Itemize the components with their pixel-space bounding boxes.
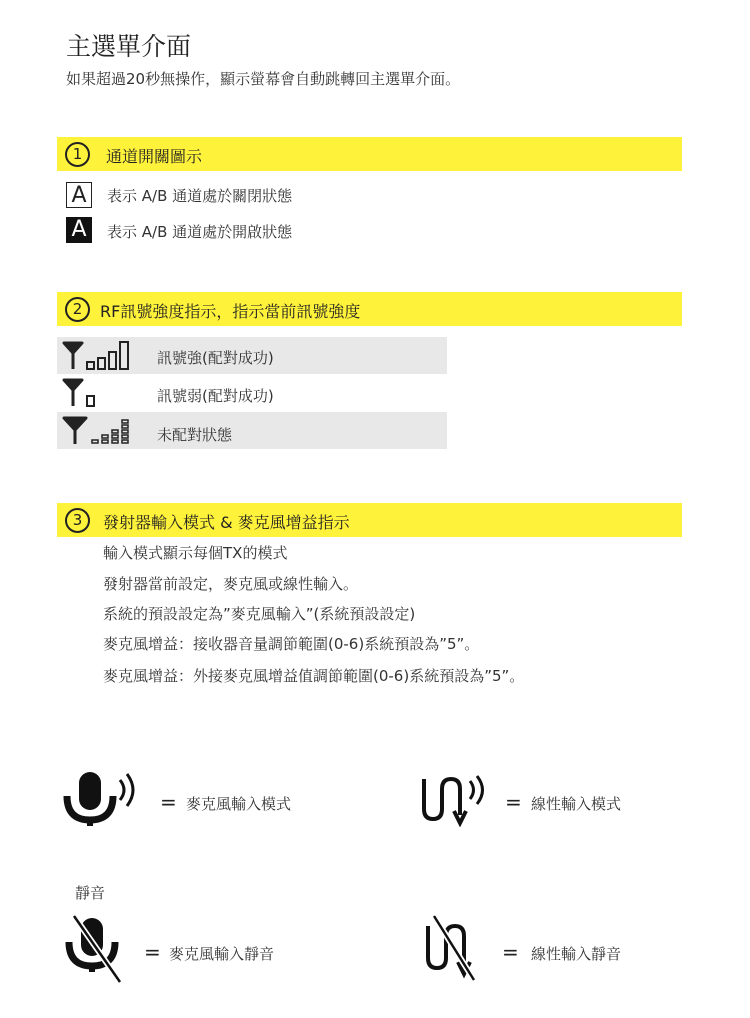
line-mute-text: 線性輸入靜音: [531, 945, 622, 963]
equals-sign-3: =: [144, 940, 161, 964]
channel-on-text: 表示 A/B 通道處於開啟狀態: [107, 223, 293, 241]
section-3-heading: 發射器輸入模式 & 麥克風增益指示: [103, 513, 350, 532]
section-3-line-5: 麥克風增益：外接麥克風增益值調節範圍(0-6)系統預設為”5”。: [103, 667, 525, 685]
signal-strong-text: 訊號強(配對成功): [157, 349, 274, 367]
section-2-number: 2: [65, 297, 90, 322]
mute-heading: 靜音: [75, 884, 106, 902]
mic-mute-icon: [62, 912, 128, 984]
section-1-heading: 通道開關圖示: [106, 147, 203, 166]
section-3-line-3: 系統的預設設定為”麥克風輸入”(系統預設設定): [103, 605, 416, 623]
section-3-line-4: 麥克風增益：接收器音量調節範圍(0-6)系統預設為”5”。: [103, 635, 480, 653]
page-subtitle: 如果超過20秒無操作，顯示螢幕會自動跳轉回主選單介面。: [66, 70, 461, 88]
channel-off-icon: A: [66, 182, 92, 208]
mic-input-mode-text: 麥克風輸入模式: [186, 795, 292, 813]
section-2-heading: RF訊號強度指示，指示當前訊號強度: [100, 302, 361, 321]
section-3-line-2: 發射器當前設定，麥克風或線性輸入。: [103, 575, 359, 593]
section-3-line-1: 輸入模式顯示每個TX的模式: [103, 544, 288, 562]
line-mute-icon: [420, 912, 484, 984]
page-title: 主選單介面: [66, 32, 192, 61]
signal-unpaired-icon: [62, 414, 142, 446]
signal-weak-icon: [62, 376, 140, 408]
equals-sign-2: =: [505, 790, 522, 814]
section-3-band: [57, 503, 682, 537]
unpaired-text: 未配對狀態: [157, 426, 233, 444]
section-1-number: 1: [65, 142, 90, 167]
line-input-mode-text: 線性輸入模式: [531, 795, 622, 813]
channel-on-icon: A: [66, 217, 92, 243]
section-1-band: [57, 137, 682, 171]
section-2-band: [57, 292, 682, 326]
signal-weak-text: 訊號弱(配對成功): [157, 387, 274, 405]
line-input-mode-icon: [418, 771, 494, 827]
mic-input-mode-icon: [62, 770, 142, 828]
equals-sign: =: [160, 790, 177, 814]
signal-strong-icon: [62, 339, 140, 371]
equals-sign-4: =: [502, 940, 519, 964]
section-3-number: 3: [65, 508, 90, 533]
channel-off-text: 表示 A/B 通道處於關閉狀態: [107, 187, 293, 205]
mic-mute-text: 麥克風輸入靜音: [169, 945, 275, 963]
